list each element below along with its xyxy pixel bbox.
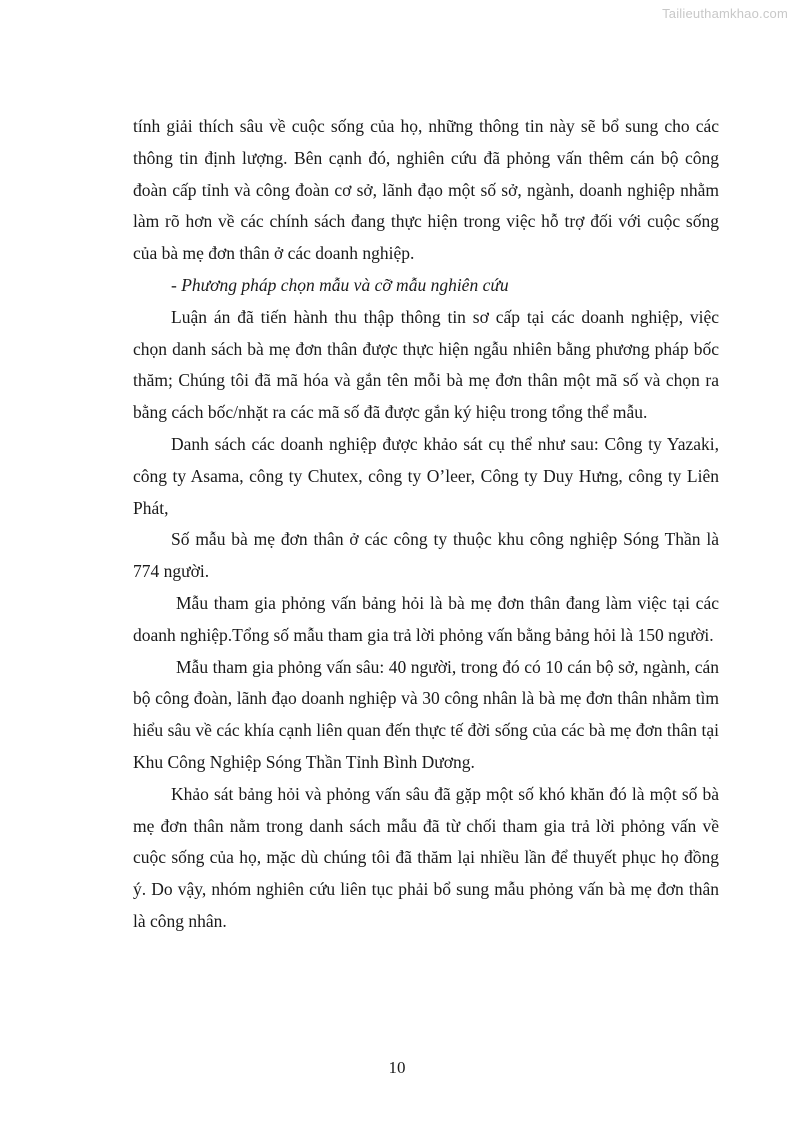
paragraph-survey-difficulties: Khảo sát bảng hỏi và phỏng vấn sâu đã gặp một số khó khăn đó là một số bà mẹ đơn thân nằm trong danh sách mẫu đã từ chối tham gia trả lời phỏng vấn về cuộc sống của họ, mặc dù chúng tôi đã thăm lại nhiều lần để thuyết phục họ đồng ý. Do vậy, nhóm nghiên cứu liên tục phải bổ sung mẫu phỏng vấn bà mẹ đơn thân là công nhân. (133, 783, 719, 931)
paragraph-questionnaire-sample: Mẫu tham gia phỏng vấn bảng hỏi là bà mẹ đơn thân đang làm việc tại các doanh nghiệp.Tổng số mẫu tham gia trả lời phỏng vấn bằng bảng hỏi là 150 người. (133, 592, 719, 645)
watermark-text: Tailieuthamkhao.com (662, 6, 788, 21)
paragraph-sampling-method: Luận án đã tiến hành thu thập thông tin sơ cấp tại các doanh nghiệp, việc chọn danh sách bà mẹ đơn thân được thực hiện ngẫu nhiên bằng phương pháp bốc thăm; Chúng tôi đã mã hóa và gắn tên mỗi bà mẹ đơn thân một mã số và chọn ra bằng cách bốc/nhặt ra các mã số đã được gắn ký hiệu trong tổng thể mẫu. (133, 306, 719, 423)
paragraph-continuation: tính giải thích sâu về cuộc sống của họ, những thông tin này sẽ bổ sung cho các thông tin định lượng. Bên cạnh đó, nghiên cứu đã phỏng vấn thêm cán bộ công đoàn cấp tỉnh và công đoàn cơ sở, lãnh đạo một số sở, ngành, doanh nghiệp nhằm làm rõ hơn về các chính sách đang thực hiện trong việc hỗ trợ đối với cuộc sống của bà mẹ đơn thân ở các doanh nghiệp. (133, 116, 719, 264)
paragraph-in-depth-sample: Mẫu tham gia phỏng vấn sâu: 40 người, trong đó có 10 cán bộ sở, ngành, cán bộ công đoàn, lãnh đạo doanh nghiệp và 30 công nhân là bà mẹ đơn thân nhằm tìm hiểu sâu về các khía cạnh liên quan đến thực tế đời sống của các bà mẹ đơn thân tại Khu Công Nghiệp Sóng Thần Tỉnh Bình Dương. (133, 656, 719, 772)
section-subheading: - Phương pháp chọn mẫu và cỡ mẫu nghiên cứu (171, 274, 509, 295)
document-body (133, 111, 719, 938)
paragraph-sample-count: Số mẫu bà mẹ đơn thân ở các công ty thuộc khu công nghiệp Sóng Thần là 774 người. (133, 529, 719, 582)
page-number: 10 (388, 1058, 406, 1077)
paragraph-enterprise-list: Danh sách các doanh nghiệp được khảo sát cụ thể như sau: Công ty Yazaki, công ty Asama, công ty Chutex, công ty O’leer, Công ty Duy Hưng, công ty Liên Phát, (133, 433, 719, 518)
